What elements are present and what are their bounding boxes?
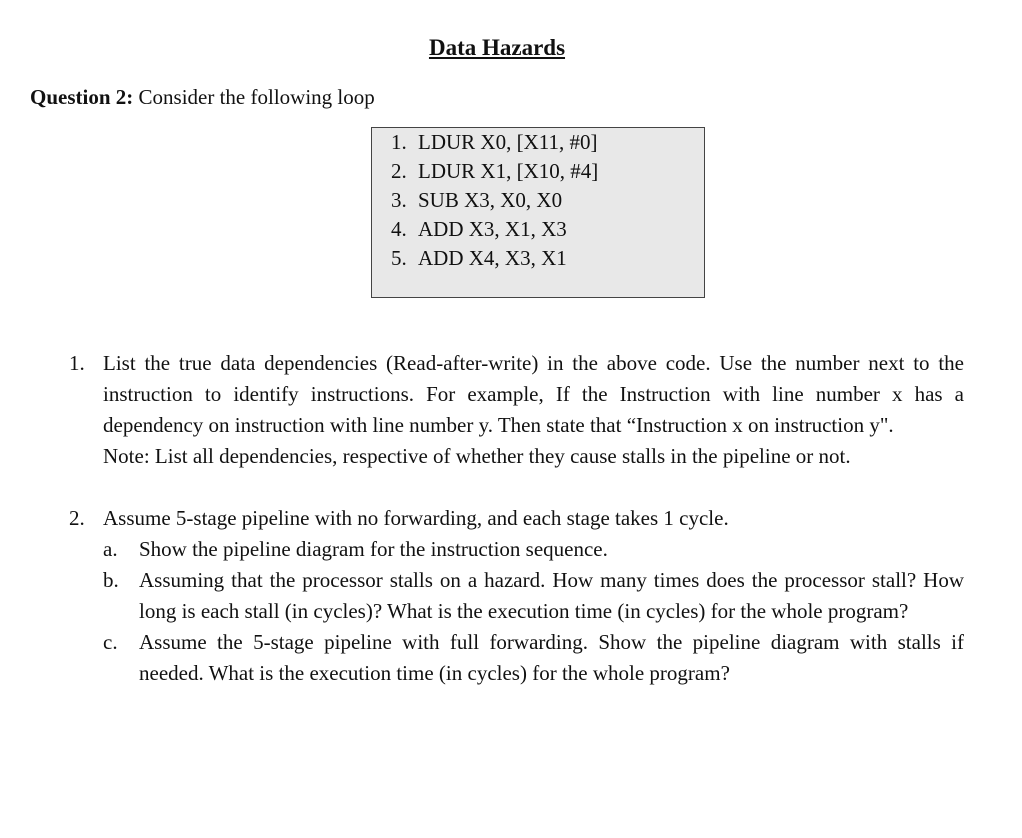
question-list	[69, 348, 964, 689]
code-line	[391, 157, 599, 186]
code-line	[391, 186, 598, 215]
code-line-number: 1.	[391, 130, 407, 154]
item-text: List the true data dependencies (Read-after-write) in the above code. Use the number next to the instruction to identify instructions. For example, If the Instruction with line number x has a dependency on instruction with line number y. Then state that “Instruction x on instruction y".	[103, 351, 964, 437]
item-number: 1.	[69, 351, 85, 375]
code-line	[391, 215, 598, 244]
code-line-text: SUB X3, X0, X0	[418, 188, 563, 212]
code-line-text: ADD X4, X3, X1	[418, 246, 567, 270]
question-label: Question 2:	[30, 85, 134, 109]
code-listing	[391, 128, 599, 273]
code-line-text: LDUR X0, [X11, #0]	[418, 130, 598, 154]
code-line-number: 2.	[391, 159, 407, 183]
sub-question-text: Assume the 5-stage pipeline with full forwarding. Show the pipeline diagram with stalls if needed. What is the execution time (in cycles) for the whole program?	[139, 630, 964, 685]
code-line-number: 4.	[391, 217, 407, 241]
question-item-1	[69, 348, 964, 472]
sub-question-letter: b.	[103, 568, 119, 592]
code-listing-box	[371, 127, 705, 298]
sub-question-letter: a.	[103, 537, 118, 561]
item-text: Assume 5-stage pipeline with no forwarding, and each stage takes 1 cycle.	[103, 506, 729, 530]
item-note: Note: List all dependencies, respective of whether they cause stalls in the pipeline or not.	[103, 444, 851, 468]
code-line-number: 3.	[391, 188, 407, 212]
code-line	[391, 128, 598, 157]
question-header	[30, 82, 375, 113]
sub-question-list	[103, 534, 964, 689]
page-title: Data Hazards	[428, 35, 566, 60]
question-text: Consider the following loop	[138, 85, 375, 109]
code-line-number: 5.	[391, 246, 407, 270]
code-line-text: ADD X3, X1, X3	[418, 217, 567, 241]
sub-question-a	[103, 534, 964, 565]
sub-question-text: Assuming that the processor stalls on a hazard. How many times does the processor stall? How long is each stall (in cycles)? What is the execution time (in cycles) for the whole program?	[139, 568, 964, 623]
item-number: 2.	[69, 506, 85, 530]
sub-question-text: Show the pipeline diagram for the instruction sequence.	[139, 537, 608, 561]
sub-question-letter: c.	[103, 630, 118, 654]
code-line-text: LDUR X1, [X10, #4]	[418, 159, 599, 183]
question-item-2	[69, 503, 964, 689]
code-line	[391, 244, 598, 273]
sub-question-c	[103, 627, 964, 689]
sub-question-b	[103, 565, 964, 627]
